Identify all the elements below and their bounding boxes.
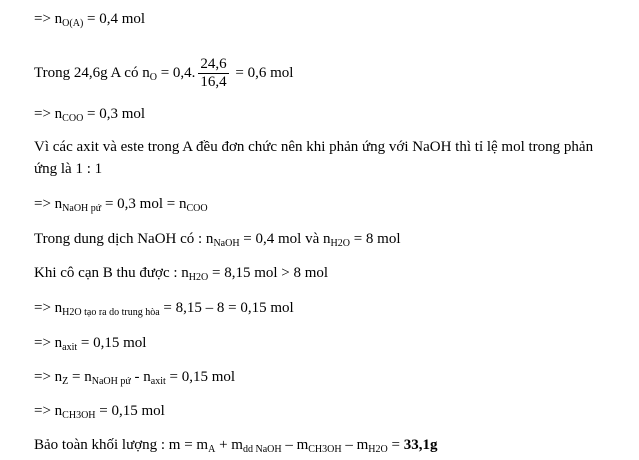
line-5: ứng là 1 : 1 [34,161,103,177]
line-13: Bảo toàn khối lượng : $m = m_A + m_{dd NaOH} - m_{CH3OH} - m_{H2O} = 33,1g$ [34,437,438,455]
line-2: Trong 24,6g A có $n_O = 0,4$. $\frac{24,6}{16,4}$ = 0,6 mol [34,56,294,90]
result-value: 33,1g [403,437,438,453]
line-3: => $n_{COO} = 0,3$ mol [34,106,146,124]
fraction-numerator: 24,6 [200,56,227,72]
line-12: => $n_{CH3OH} = 0,15$ mol [34,403,165,421]
line-6: => $n_{NaOH pứ} = 0,3$ mol = $n_{COO}$ [34,196,208,214]
line-8: Khi cô cạn B thu được : $n_{H2O} = 8,15$ mol > 8 mol [34,265,329,283]
line-10: => $n_{axit} = 0,15$ mol [34,335,147,353]
line-4: Vì các axit và este trong A đều đơn chức nên khi phản ứng với NaOH thì tỉ lệ mol trong phản [34,139,594,155]
fraction-denominator: 16,4 [200,74,227,90]
line-7: Trong dung dịch NaOH có : $n_{NaOH} = 0,4$ mol và $n_{H2O} = 8$ mol [34,231,401,249]
line-9: => $n_{H2O tạo ra do trung hòa} = 8,15 - 8 = 0,15$ mol [34,300,294,318]
fraction [198,56,228,91]
line-11: => $n_Z = n_{NaOH pứ} - n_{axit} = 0,15$ mol [34,369,236,387]
line-1: => $n_{O(A)} = 0,4$ mol [34,11,146,29]
